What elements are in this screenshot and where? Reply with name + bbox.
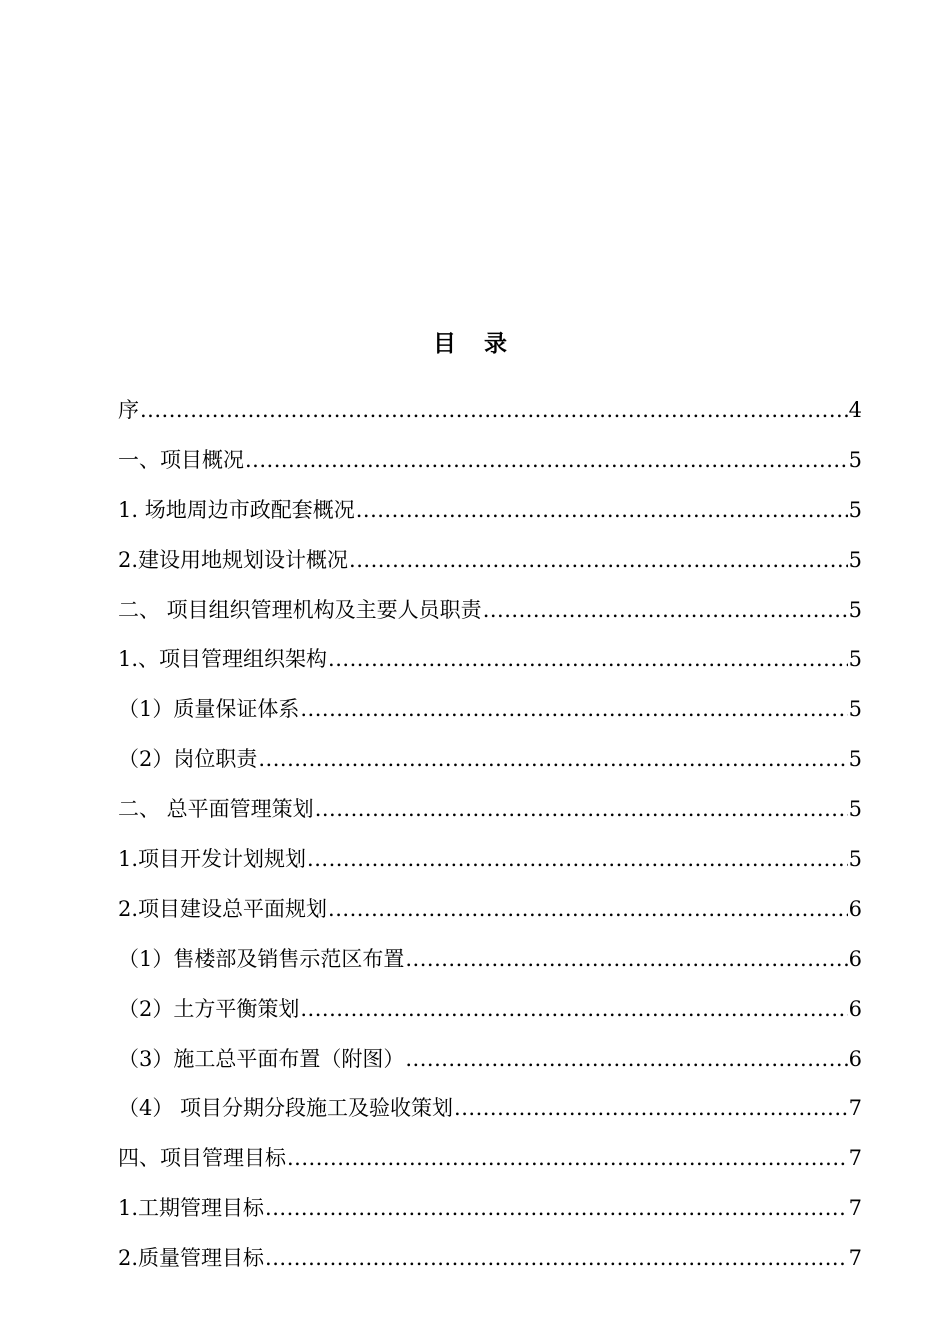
dot-leader [405, 1039, 847, 1079]
toc-entry-page: 5 [848, 847, 862, 872]
toc-title: 目 录 [432, 330, 517, 357]
toc-entry[interactable] [118, 939, 862, 989]
toc-entry-page: 6 [848, 896, 862, 921]
toc-entry-page: 7 [848, 1246, 862, 1271]
toc-entry[interactable] [118, 1238, 862, 1288]
toc-entry-page: 4 [848, 398, 862, 422]
toc-entry-label: （1）质量保证体系 [118, 697, 300, 722]
toc-entry[interactable] [118, 989, 862, 1039]
toc-list [118, 390, 862, 1288]
toc-entry[interactable] [118, 1188, 862, 1238]
toc-entry-label: （3）施工总平面布置（附图） [118, 1046, 405, 1071]
toc-entry[interactable] [118, 689, 862, 739]
toc-entry-label: 二、 总平面管理策划 [118, 797, 314, 822]
toc-entry-label: 2.建设用地规划设计概况 [118, 547, 349, 572]
toc-entry-page: 7 [848, 1196, 862, 1221]
dot-leader [315, 789, 848, 829]
dot-leader [245, 440, 848, 480]
toc-entry-page: 5 [848, 697, 862, 722]
dot-leader [140, 390, 848, 430]
dot-leader [454, 1088, 848, 1128]
toc-entry-label: 2.项目建设总平面规划 [118, 896, 328, 921]
dot-leader [349, 540, 848, 580]
dot-leader [307, 839, 848, 879]
dot-leader [328, 889, 848, 929]
dot-leader [328, 639, 848, 679]
toc-entry-label: 序 [118, 398, 139, 422]
toc-entry-page: 6 [848, 1046, 862, 1071]
toc-entry-label: （2）岗位职责 [118, 747, 258, 772]
toc-entry[interactable] [118, 540, 862, 590]
toc-entry-label: 1.工期管理目标 [118, 1196, 265, 1221]
dot-leader [258, 739, 847, 779]
toc-entry[interactable] [118, 490, 862, 540]
dot-leader [265, 1188, 848, 1228]
toc-entry[interactable] [118, 390, 862, 440]
toc-entry-label: （2）土方平衡策划 [118, 996, 300, 1021]
toc-entry-page: 5 [848, 597, 862, 622]
toc-entry[interactable] [118, 1039, 862, 1089]
dot-leader [265, 1238, 848, 1278]
toc-entry[interactable] [118, 639, 862, 689]
toc-entry-label: 1. 场地周边市政配套概况 [118, 497, 355, 522]
toc-entry-label: （4） 项目分期分段施工及验收策划 [118, 1096, 454, 1121]
toc-entry-page: 5 [848, 547, 862, 572]
dot-leader [356, 490, 848, 530]
dot-leader [287, 1138, 848, 1178]
toc-entry-label: 四、项目管理目标 [118, 1146, 286, 1171]
toc-entry-label: 2.质量管理目标 [118, 1246, 265, 1271]
toc-entry-label: 1.、项目管理组织架构 [118, 647, 328, 672]
toc-entry-label: （1）售楼部及销售示范区布置 [118, 946, 405, 971]
toc-entry[interactable] [118, 739, 862, 789]
toc-entry[interactable] [118, 590, 862, 640]
dot-leader [483, 590, 848, 630]
toc-entry[interactable] [118, 889, 862, 939]
toc-entry[interactable] [118, 839, 862, 889]
toc-entry[interactable] [118, 440, 862, 490]
toc-entry-page: 6 [848, 996, 862, 1021]
toc-entry-page: 6 [848, 946, 862, 971]
toc-entry-page: 5 [848, 797, 862, 822]
toc-entry-page: 5 [848, 497, 862, 522]
toc-entry-page: 7 [848, 1146, 862, 1171]
toc-entry[interactable] [118, 789, 862, 839]
toc-entry-page: 5 [848, 647, 862, 672]
toc-entry[interactable] [118, 1138, 862, 1188]
toc-entry-label: 一、项目概况 [118, 447, 244, 472]
dot-leader [300, 689, 847, 729]
dot-leader [300, 989, 847, 1029]
toc-entry-label: 二、 项目组织管理机构及主要人员职责 [118, 597, 482, 622]
dot-leader [405, 939, 847, 979]
toc-entry[interactable] [118, 1088, 862, 1138]
toc-entry-page: 5 [848, 747, 862, 772]
toc-entry-label: 1.项目开发计划规划 [118, 847, 307, 872]
toc-entry-page: 7 [848, 1096, 862, 1121]
toc-entry-page: 5 [848, 447, 862, 472]
